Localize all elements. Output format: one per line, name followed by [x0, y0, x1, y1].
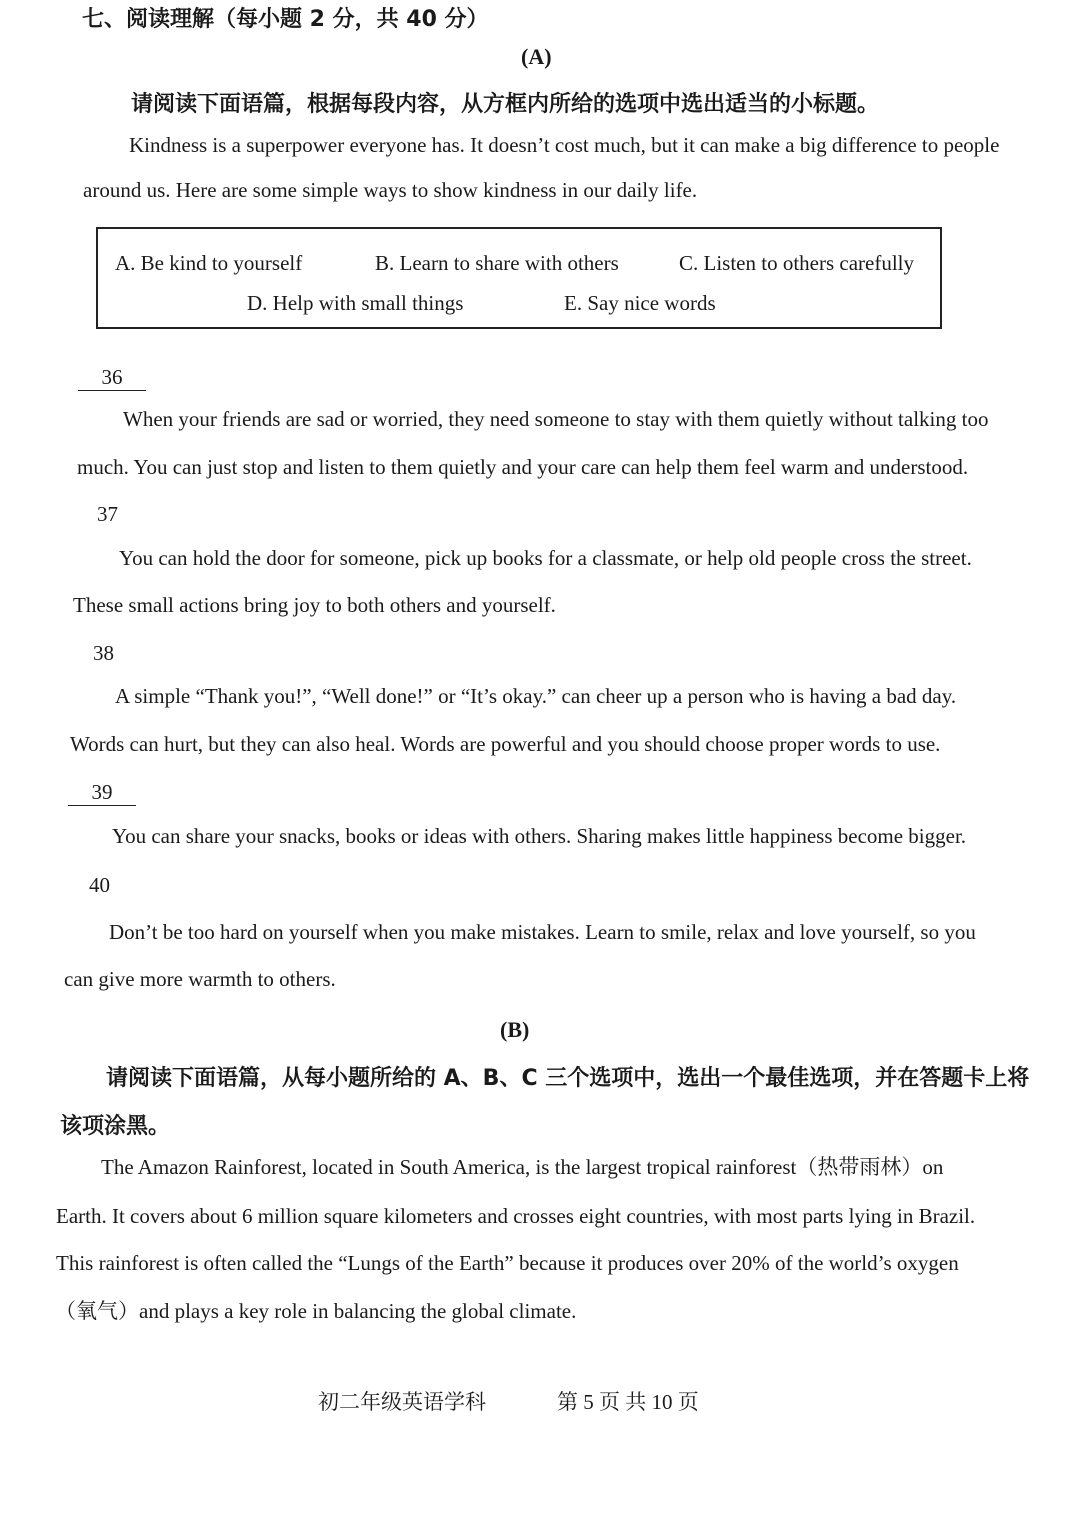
question-40-line2: can give more warmth to others.	[64, 967, 336, 991]
part-a-intro-line2: around us. Here are some simple ways to show kindness in our daily life.	[83, 178, 698, 202]
part-b-instruction-line1: 请阅读下面语篇，从每小题所给的 A、B、C 三个选项中，选出一个最佳选项，并在答题卡上将	[106, 1066, 1030, 1091]
part-a-label: (A)	[521, 44, 552, 69]
question-36-number: 36	[78, 365, 146, 391]
part-b-para-line1: The Amazon Rainforest, located in South America, is the largest tropical rainforest（热带雨林）on	[101, 1155, 944, 1179]
part-b-para-line4: （氧气）and plays a key role in balancing the global climate.	[55, 1299, 577, 1323]
question-39-number: 39	[68, 780, 136, 806]
question-37-line2: These small actions bring joy to both others and yourself.	[73, 593, 556, 617]
question-36-line2: much. You can just stop and listen to them quietly and your care can help them feel warm and understood.	[77, 455, 969, 479]
question-38-line1: A simple “Thank you!”, “Well done!” or “It’s okay.” can cheer up a person who is having a bad day.	[115, 684, 957, 708]
part-b-instruction-line2: 该项涂黑。	[60, 1114, 171, 1139]
question-36-line1: When your friends are sad or worried, they need someone to stay with them quietly without talking too	[123, 407, 989, 431]
part-b-label: (B)	[500, 1017, 530, 1042]
question-39-line1: You can share your snacks, books or ideas with others. Sharing makes little happiness become bigger.	[112, 824, 967, 848]
question-37-line1: You can hold the door for someone, pick up books for a classmate, or help old people cross the street.	[119, 546, 972, 570]
option-d: D. Help with small things	[247, 291, 464, 315]
section-title: 七、阅读理解（每小题 2 分，共 40 分）	[82, 7, 489, 32]
question-40-number: 40	[89, 873, 110, 897]
footer-page-info: 第 5 页 共 10 页	[557, 1390, 699, 1414]
part-b-para-line3: This rainforest is often called the “Lungs of the Earth” because it produces over 20% of the world’s oxygen	[56, 1251, 959, 1275]
part-b-para-line2: Earth. It covers about 6 million square kilometers and crosses eight countries, with most parts lying in Brazil.	[56, 1204, 976, 1228]
option-e: E. Say nice words	[564, 291, 716, 315]
option-c: C. Listen to others carefully	[679, 251, 915, 275]
option-a: A. Be kind to yourself	[115, 251, 303, 275]
question-37-number: 37	[97, 502, 118, 526]
options-box	[96, 227, 942, 329]
part-a-intro-line1: Kindness is a superpower everyone has. It doesn’t cost much, but it can make a big difference to people	[129, 133, 1000, 157]
footer-subject: 初二年级英语学科	[318, 1390, 486, 1414]
question-38-number: 38	[93, 641, 114, 665]
question-40-line1: Don’t be too hard on yourself when you make mistakes. Learn to smile, relax and love yourself, so you	[109, 920, 976, 944]
part-a-instruction: 请阅读下面语篇，根据每段内容，从方框内所给的选项中选出适当的小标题。	[131, 92, 880, 117]
question-38-line2: Words can hurt, but they can also heal. Words are powerful and you should choose proper words to use.	[70, 732, 941, 756]
option-b: B. Learn to share with others	[375, 251, 619, 275]
